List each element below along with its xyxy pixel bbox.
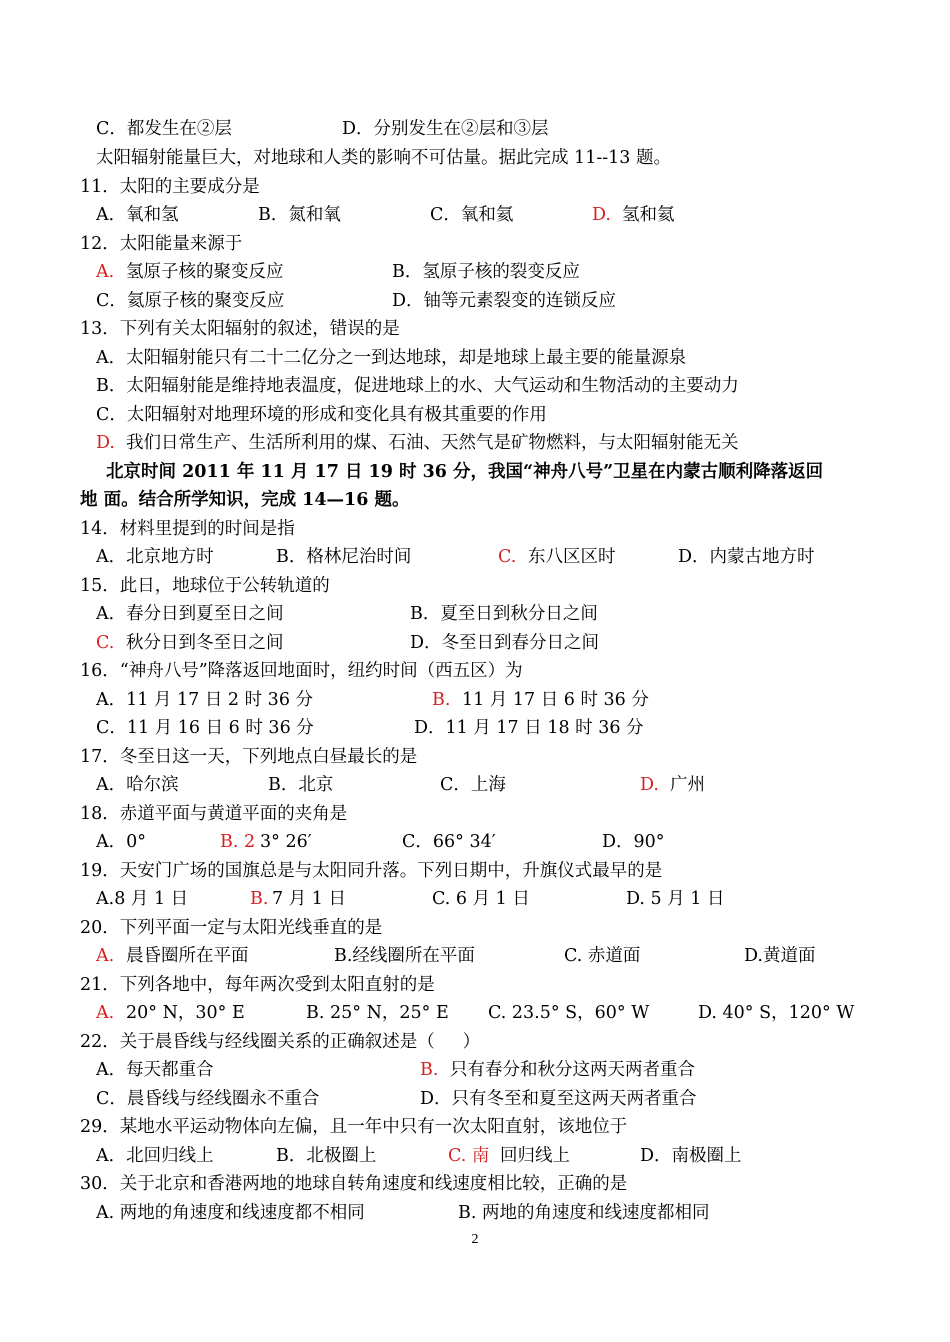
text-segment: D. 40° S，120° W (698, 1003, 855, 1023)
text-segment: C. 6 月 1 日 (432, 889, 530, 909)
text-segment: 东八区区时 (528, 547, 616, 567)
text-segment: 12．太阳能量来源于 (80, 234, 243, 254)
text-segment: B．氮和氧 (258, 205, 341, 225)
answer-marker: A. (96, 262, 115, 282)
answer-marker: C. (498, 547, 517, 567)
text-segment: A. 两地的角速度和线速度都不相同 (96, 1203, 365, 1223)
text-segment: C．上海 (440, 775, 506, 795)
text-segment: 18．赤道平面与黄道平面的夹角是 (80, 804, 348, 824)
text-segment: 22．关于晨昏线与经线圈关系的正确叙述是（ ） (80, 1032, 481, 1052)
text-segment: D．铀等元素裂变的连锁反应 (392, 291, 617, 311)
text-segment: 21．下列各地中，每年两次受到太阳直射的是 (80, 975, 435, 995)
text-segment: A.8 月 1 日 (96, 889, 189, 909)
text-segment: B. 25° N，25° E (306, 1003, 449, 1023)
text-segment: 13．下列有关太阳辐射的叙述，错误的是 (80, 319, 400, 339)
text-segment: 20．下列平面一定与太阳光线垂直的是 (80, 918, 383, 938)
answer-marker: C. 南 (448, 1146, 490, 1166)
page-number: 2 (471, 1232, 479, 1247)
text-segment: 17．冬至日这一天，下列地点白昼最长的是 (80, 747, 418, 767)
text-segment: A．哈尔滨 (96, 775, 179, 795)
text-segment: A．0° (96, 832, 147, 852)
text-segment: C．氦原子核的聚变反应 (96, 291, 285, 311)
text-segment: C．晨昏线与经线圈永不重合 (96, 1089, 320, 1109)
text-segment: 氢和氦 (622, 205, 675, 225)
text-segment: 3° 26′ (260, 832, 312, 852)
text-segment: 晨昏圈所在平面 (126, 946, 249, 966)
text-segment: 氢原子核的聚变反应 (126, 262, 284, 282)
text-segment: C. 赤道面 (564, 946, 641, 966)
text-segment: B.经线圈所在平面 (334, 946, 475, 966)
text-segment: 地 面。结合所学知识，完成 14—16 题。 (80, 490, 410, 510)
answer-marker: B. 2 (220, 832, 256, 852)
text-segment: 19．天安门广场的国旗总是与太阳同升落。下列日期中，升旗仪式最早的是 (80, 861, 663, 881)
text-segment: A．每天都重合 (96, 1060, 214, 1080)
text-segment: C．66° 34′ (402, 832, 496, 852)
text-segment: 11．太阳的主要成分是 (80, 177, 260, 197)
text-segment: 29．某地水平运动物体向左偏，且一年中只有一次太阳直射，该地位于 (80, 1117, 628, 1137)
answer-marker: B. (250, 889, 269, 909)
text-segment: D．内蒙古地方时 (678, 547, 815, 567)
text-segment: C．都发生在②层 (96, 119, 232, 139)
text-segment: D．南极圈上 (640, 1146, 742, 1166)
text-segment: D.黄道面 (744, 946, 816, 966)
text-segment: 只有春分和秋分这两天两者重合 (450, 1060, 695, 1080)
text-segment: D．11 月 17 日 18 时 36 分 (414, 718, 644, 738)
answer-marker: C. (96, 633, 115, 653)
text-segment: B．氢原子核的裂变反应 (392, 262, 580, 282)
answer-marker: D. (96, 433, 115, 453)
text-segment: D．冬至日到春分日之间 (410, 633, 600, 653)
text-segment: C．氧和氦 (430, 205, 514, 225)
text-segment: B. 两地的角速度和线速度都相同 (458, 1203, 710, 1223)
text-segment: C．太阳辐射对地理环境的形成和变化具有极其重要的作用 (96, 405, 547, 425)
text-segment: A．氧和氢 (96, 205, 179, 225)
text-segment: D. 5 月 1 日 (626, 889, 725, 909)
text-segment: 广州 (670, 775, 705, 795)
text-segment: B．太阳辐射能是维持地表温度，促进地球上的水、大气运动和生物活动的主要动力 (96, 376, 739, 396)
text-segment: 北京时间 2011 年 11 月 17 日 19 时 36 分，我国“神舟八号”卫星在内蒙古顺利降落返回 (106, 462, 824, 482)
text-segment: D．只有冬至和夏至这两天两者重合 (420, 1089, 697, 1109)
text-segment: B．格林尼治时间 (276, 547, 412, 567)
text-segment: B．北京 (268, 775, 334, 795)
text-segment: B．夏至日到秋分日之间 (410, 604, 598, 624)
text-segment: 回归线上 (500, 1146, 570, 1166)
text-segment: B．北极圈上 (276, 1146, 377, 1166)
text-segment: 太阳辐射能量巨大，对地球和人类的影响不可估量。据此完成 11--13 题。 (96, 148, 671, 168)
text-segment: 20° N，30° E (126, 1003, 245, 1023)
text-segment: 30．关于北京和香港两地的地球自转角速度和线速度相比较，正确的是 (80, 1174, 628, 1194)
text-segment: 7 月 1 日 (272, 889, 346, 909)
text-segment: A．春分日到夏至日之间 (96, 604, 284, 624)
text-segment: A．北京地方时 (96, 547, 214, 567)
text-segment: C. 23.5° S，60° W (488, 1003, 650, 1023)
text-segment: A．太阳辐射能只有二十二亿分之一到达地球，却是地球上最主要的能量源泉 (96, 348, 687, 368)
answer-marker: D. (640, 775, 659, 795)
text-segment: 我们日常生产、生活所利用的煤、石油、天然气是矿物燃料，与太阳辐射能无关 (126, 433, 739, 453)
text-segment: A．北回归线上 (96, 1146, 214, 1166)
answer-marker: D. (592, 205, 611, 225)
text-segment: A．11 月 17 日 2 时 36 分 (96, 690, 314, 710)
text-segment: 14．材料里提到的时间是指 (80, 519, 295, 539)
answer-marker: B. (420, 1060, 439, 1080)
text-segment: C．11 月 16 日 6 时 36 分 (96, 718, 314, 738)
text-segment: D．分别发生在②层和③层 (342, 119, 549, 139)
answer-marker: B. (432, 690, 451, 710)
answer-marker: A. (96, 946, 115, 966)
text-segment: D．90° (602, 832, 665, 852)
answer-marker: A. (96, 1003, 115, 1023)
text-segment: 11 月 17 日 6 时 36 分 (462, 690, 649, 710)
text-segment: 秋分日到冬至日之间 (126, 633, 284, 653)
text-segment: 15．此日，地球位于公转轨道的 (80, 576, 330, 596)
text-segment: 16．“神舟八号”降落返回地面时，纽约时间（西五区）为 (80, 661, 523, 681)
